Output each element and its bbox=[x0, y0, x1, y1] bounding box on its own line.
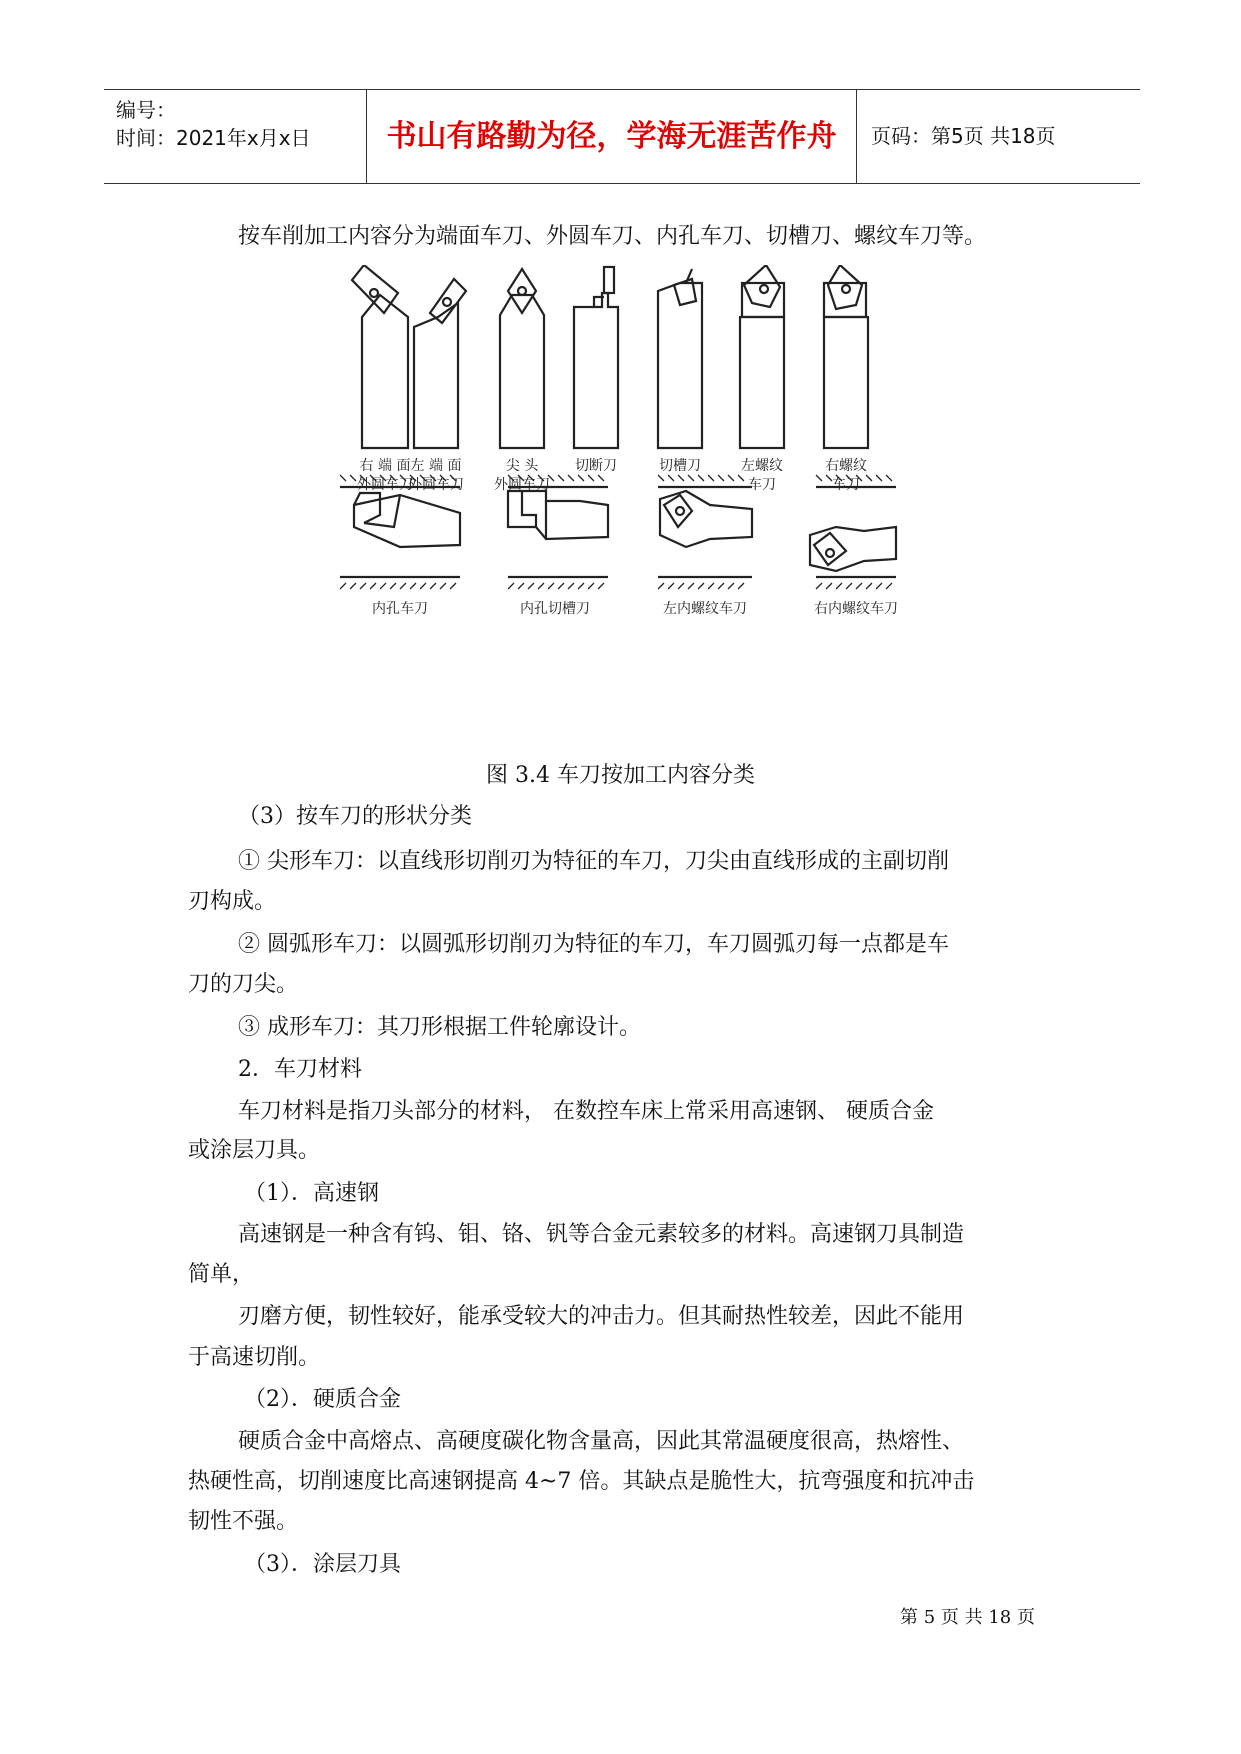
coated-title: （3）．涂层刀具 bbox=[244, 1552, 401, 1577]
tool-left-thread bbox=[740, 265, 784, 448]
carbide-paragraph-cont-1: 热硬性高，切削速度比高速钢提高 4~7 倍。其缺点是脆性大，抗弯强度和抗冲击 bbox=[188, 1469, 975, 1494]
page-footer: 第 5 页 共 18 页 bbox=[900, 1607, 1035, 1628]
label-right-internal-thread: 右内螺纹车刀 bbox=[814, 601, 898, 617]
label-tool-6-b: 车刀 bbox=[748, 477, 776, 493]
header-table bbox=[104, 89, 1140, 184]
internal-grooving-tool bbox=[508, 491, 608, 539]
carbide-paragraph: 硬质合金中高熔点、高硬度碳化物含量高，因此其常温硬度很高，热熔性、 bbox=[238, 1429, 965, 1454]
material-paragraph: 车刀材料是指刀头部分的材料， 在数控车床上常采用高速钢、 硬质合金 bbox=[238, 1099, 934, 1124]
shape-item-2: ② 圆弧形车刀：以圆弧形切削刃为特征的车刀，车刀圆弧刃每一点都是车 bbox=[238, 932, 949, 957]
section-3-title: （3）按车刀的形状分类 bbox=[238, 804, 472, 829]
tool-right-thread bbox=[824, 265, 868, 448]
time-label: 时间：2021年x月x日 bbox=[116, 126, 311, 150]
label-tool-5: 切槽刀 bbox=[659, 458, 701, 474]
header-meta bbox=[104, 90, 367, 183]
label-internal-grooving: 内孔切槽刀 bbox=[520, 601, 590, 617]
label-tool-6-a: 左螺纹 bbox=[741, 458, 783, 474]
carbide-paragraph-cont-2: 韧性不强。 bbox=[188, 1509, 299, 1534]
shape-item-1-cont: 刃构成。 bbox=[188, 889, 277, 914]
tool-pointed bbox=[500, 269, 544, 448]
label-tool-2-a: 左 端 面 bbox=[410, 458, 462, 474]
tool-cutoff bbox=[574, 267, 618, 448]
tool-right-face bbox=[352, 265, 408, 448]
header-page-info: 页码：第5页 共18页 bbox=[871, 124, 1056, 148]
label-tool-4: 切断刀 bbox=[575, 458, 617, 474]
figure-caption: 图 3.4 车刀按加工内容分类 bbox=[486, 763, 755, 788]
label-left-internal-thread: 左内螺纹车刀 bbox=[663, 601, 747, 617]
label-tool-7-a: 右螺纹 bbox=[825, 458, 867, 474]
lathe-tool-figure bbox=[340, 265, 980, 710]
label-tool-2-b: 外圆车刀 bbox=[408, 477, 464, 493]
bore-walls bbox=[340, 487, 896, 577]
label-tool-1-a: 右 端 面 bbox=[359, 458, 411, 474]
tool-grooving bbox=[658, 269, 702, 448]
right-internal-thread-tool bbox=[810, 527, 896, 571]
shape-item-3: ③ 成形车刀：其刀形根据工件轮廓设计。 bbox=[238, 1015, 641, 1040]
top-labels bbox=[357, 457, 867, 493]
label-tool-3-a: 尖 头 bbox=[505, 458, 539, 474]
header-motto: 书山有路勤为径，学海无涯苦作舟 bbox=[367, 90, 857, 183]
label-tool-7-b: 车刀 bbox=[832, 477, 860, 493]
carbide-title: （2）．硬质合金 bbox=[244, 1387, 401, 1412]
shape-item-2-cont: 刀的刀尖。 bbox=[188, 972, 299, 997]
hss-paragraph-2: 刃磨方便，韧性较好，能承受较大的冲击力。但其耐热性较差，因此不能用 bbox=[238, 1304, 965, 1329]
hss-paragraph-2-cont: 于高速切削。 bbox=[188, 1345, 321, 1370]
label-tool-1-b: 外圆车刀 bbox=[357, 477, 413, 493]
left-internal-thread-tool bbox=[660, 491, 752, 547]
label-boring-tool: 内孔车刀 bbox=[372, 601, 428, 617]
hss-title: （1）．高速钢 bbox=[244, 1181, 379, 1206]
hss-paragraph-1-cont: 简单， bbox=[188, 1262, 255, 1287]
number-label: 编号： bbox=[116, 98, 176, 122]
material-paragraph-cont: 或涂层刀具。 bbox=[188, 1138, 321, 1163]
bottom-labels bbox=[372, 600, 898, 617]
label-tool-3-b: 外圆车刀 bbox=[494, 477, 550, 493]
tool-left-face bbox=[414, 279, 466, 448]
hss-paragraph-1: 高速钢是一种含有钨、钼、铬、钒等合金元素较多的材料。高速钢刀具制造 bbox=[238, 1222, 965, 1247]
intro-paragraph: 按车削加工内容分为端面车刀、外圆车刀、内孔车刀、切槽刀、螺纹车刀等。 bbox=[238, 224, 987, 249]
shape-item-1: ① 尖形车刀：以直线形切削刃为特征的车刀，刀尖由直线形成的主副切削 bbox=[238, 849, 949, 874]
boring-tool bbox=[354, 493, 460, 547]
section-2-title: 2．车刀材料 bbox=[238, 1057, 362, 1082]
